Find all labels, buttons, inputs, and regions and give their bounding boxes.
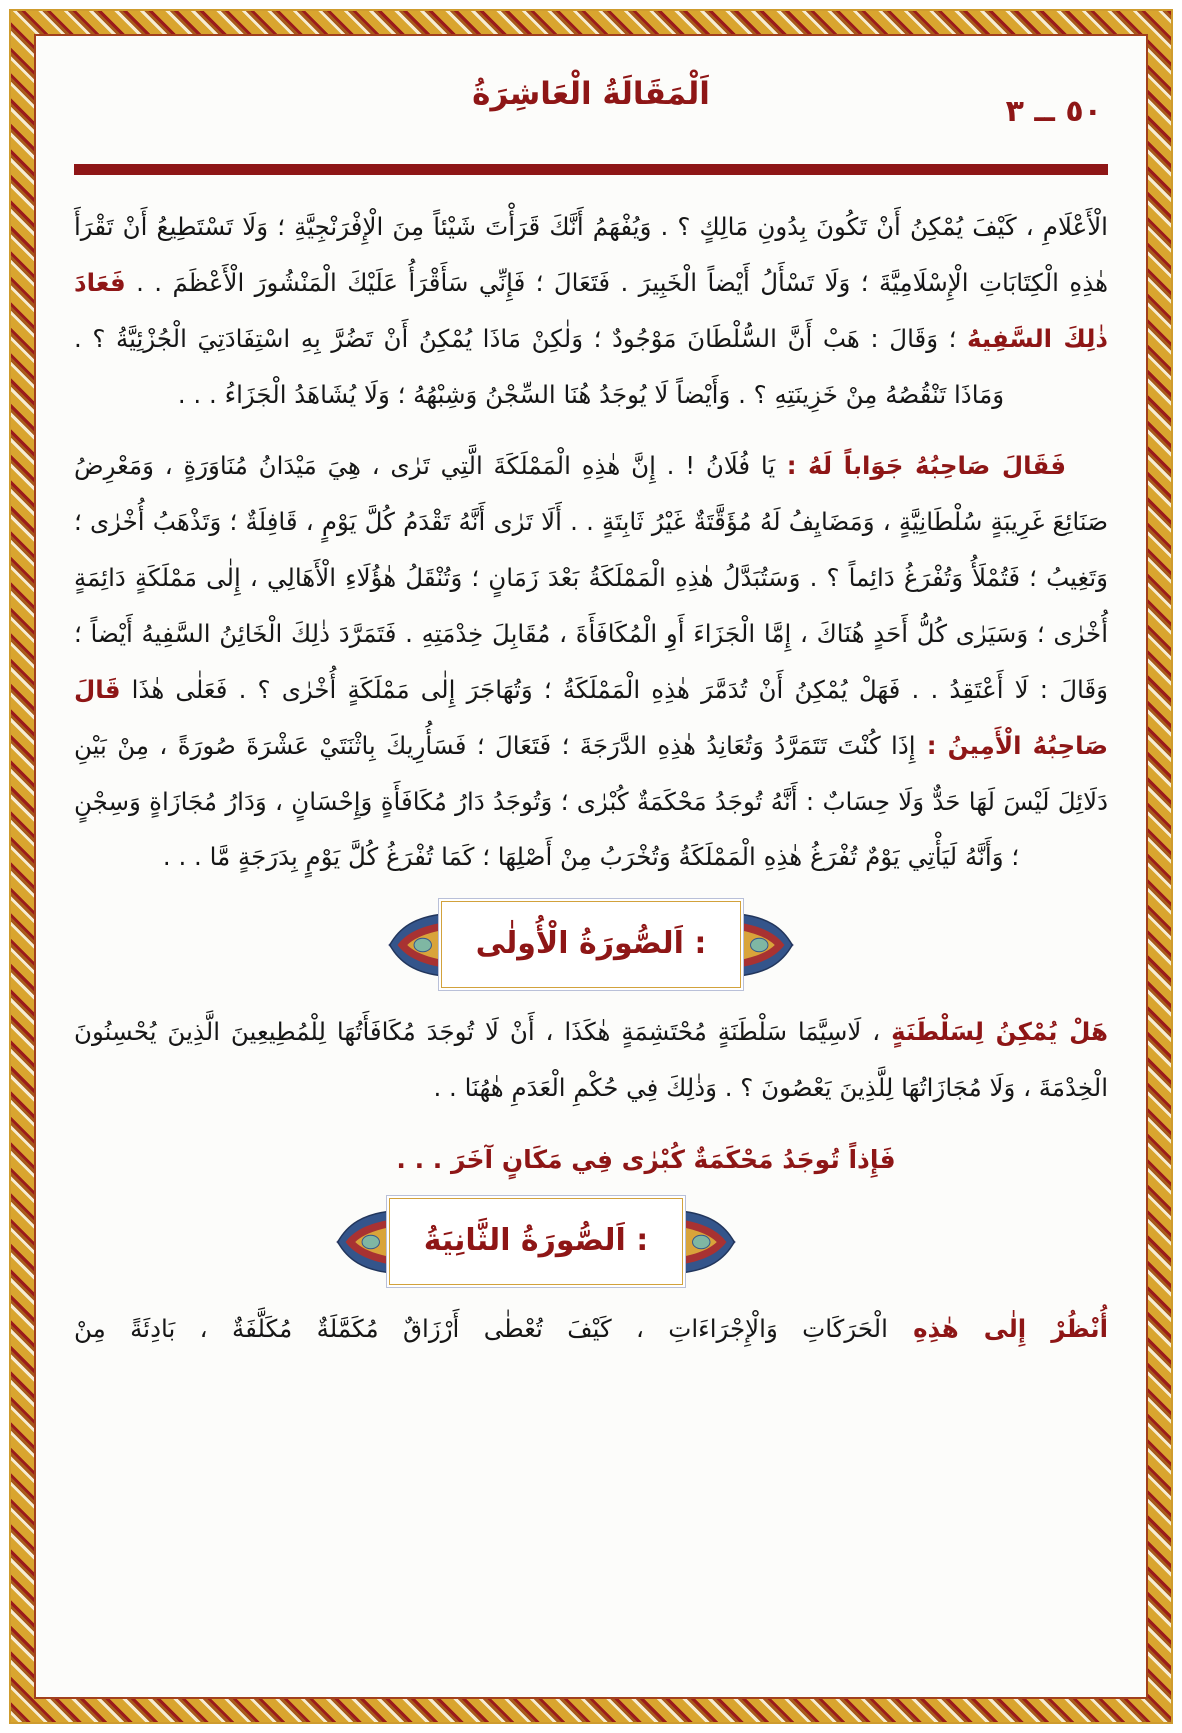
section-header-label: اَلصُّورَةُ الْأُولٰى :	[475, 926, 707, 962]
emphasis-red-text: أُنْظُرْ إِلٰى هٰذِهِ	[887, 1313, 1109, 1343]
body-text-run: ؛ وَقَالَ : هَبْ أَنَّ السُّلْطَانَ مَوْجُودٌ ؛ وَلٰكِنْ مَاذَا يُمْكِنُ أَنْ تَضُرَّ بِهِ اسْتِفَادَتِيَ الْجُزْئِيَّةُ ؟ . وَمَاذَا تَنْقُصُهُ مِنْ خَزِينَتِهِ ؟ . وَأَيْضاً لَا يُوجَدُ هُنَا السِّجْنُ وَشِبْهُهُ ؛ وَلَا يُشَاهَدُ الْجَزَاءُ . . .	[74, 323, 1005, 409]
page-content-area	[34, 34, 1148, 1699]
section-header-box	[441, 901, 742, 987]
emphasis-red-text: فَعَادَ ذٰلِكَ السَّفِيهُ	[74, 267, 1108, 353]
section-header-box	[389, 1198, 684, 1284]
paragraph	[74, 199, 1108, 422]
page-number: ٥٠ ــ ٣	[1005, 94, 1102, 129]
arabesque-ornament-icon	[736, 911, 798, 979]
section-header-label: اَلصُّورَةُ الثَّانِيَةُ :	[423, 1223, 649, 1259]
body-text-run: يَا فُلَانُ ! . إِنَّ هٰذِهِ الْمَمْلَكَةَ الَّتِي تَرٰى ، هِيَ مَيْدَانُ مُنَاوَرَةٍ ، وَمَعْرِضُ صَنَائِعَ غَرِيبَةٍ سُلْطَانِيَّةٍ ، وَمَضَايِفُ لَهُ مُؤَقَّتَةٌ غَيْرُ ثَابِتَةٍ . . أَلَا تَرٰى أَنَّهُ تَقْدَمُ كُلَّ يَوْمٍ ، قَافِلَةٌ ؛ وَتَذْهَبُ أُخْرٰى ؛ وَتَغِيبُ ؛ فَتُمْلَأُ وَتُفْرَغُ دَائِماً ؟ . وَسَتُبَدَّلُ هٰذِهِ الْمَمْلَكَةُ بَعْدَ زَمَانٍ ؛ وَتُنْقَلُ هٰؤُلَاءِ الْأَهَالِي ، إِلٰى مَمْلَكَةٍ دَائِمَةٍ أُخْرٰى ؛ وَسَيَرٰى كُلُّ أَحَدٍ هُنَاكَ ، إِمَّا الْجَزَاءَ أَوِ الْمُكَافَأَةَ ، مُقَابِلَ خِدْمَتِهِ . فَتَمَرَّدَ ذٰلِكَ الْخَائِنُ السَّفِيهُ أَيْضاً ؛ وَقَالَ : لَا أَعْتَقِدُ . . فَهَلْ يُمْكِنُ أَنْ تُدَمَّرَ هٰذِهِ الْمَمْلَكَةُ ؛ وَتُهَاجَرَ إِلٰى مَمْلَكَةٍ أُخْرٰى ؟ . فَعَلٰى هٰذَا	[74, 451, 1108, 704]
paragraph	[74, 1301, 1108, 1357]
section-header-first-picture	[384, 901, 799, 987]
page-title: اَلْمَقَالَةُ الْعَاشِرَةُ	[472, 76, 710, 112]
body-text	[74, 199, 1108, 1357]
emphasis-red-text: هَلْ يُمْكِنُ لِسَلْطَنَةٍ	[891, 1016, 1108, 1046]
decorative-border-frame	[9, 9, 1173, 1724]
body-text-run: ، لَاسِيَّمَا سَلْطَنَةٍ مُحْتَشِمَةٍ هٰكَذَا ، أَنْ لَا تُوجَدَ مُكَافَأَتُهَا لِلْمُطِيعِينَ الَّذِينَ يُحْسِنُونَ الْخِدْمَةَ ، وَلَا مُجَازَاتُهَا لِلَّذِينَ يَعْصُونَ ؟ . وَذٰلِكَ فِي حُكْمِ الْعَدَمِ هٰهُنَا . .	[74, 1016, 1108, 1102]
body-text-run: إِذَا كُنْتَ تَتَمَرَّدُ وَتُعَانِدُ هٰذِهِ الدَّرَجَةَ ؛ فَتَعَالَ ؛ فَسَأُرِيكَ بِاثْنَتَيْ عَشْرَةَ صُورَةً ، مِنْ بَيْنِ دَلَائِلَ لَيْسَ لَهَا حَدٌّ وَلَا حِسَابٌ : أَنَّهُ تُوجَدُ مَحْكَمَةٌ كُبْرٰى ؛ وَتُوجَدُ دَارُ مُكَافَأَةٍ وَإِحْسَانٍ ، وَدَارُ مُجَازَاةٍ وَسِجْنٍ ؛ وَأَنَّهُ لَيَأْتِي يَوْمٌ تُفْرَغُ هٰذِهِ الْمَمْلَكَةُ وَتُخْرَبُ مِنْ أَصْلِهَا ؛ كَمَا تُفْرَغُ كُلَّ يَوْمٍ بِدَرَجَةٍ مَّا . . .	[74, 730, 1108, 872]
body-text-run: الْحَرَكَاتِ وَالْإِجْرَاءَاتِ ، كَيْفَ تُعْطٰى أَرْزَاقٌ مُكَمَّلَةٌ مُكَلَّفَةٌ ، بَادِئَةً مِنْ	[74, 1313, 888, 1343]
page-header	[74, 76, 1108, 150]
emphasis-red-text: قَالَ صَاحِبُهُ الْأَمِينُ :	[74, 674, 1108, 760]
header-divider	[74, 164, 1108, 175]
arabesque-ornament-icon	[384, 911, 446, 979]
emphasis-line: فَإِذاً تُوجَدُ مَحْكَمَةٌ كُبْرٰى فِي مَكَانٍ آخَرَ . . .	[396, 1145, 896, 1175]
arabesque-ornament-icon	[678, 1208, 740, 1276]
body-text-run: الْأَعْلَامِ ، كَيْفَ يُمْكِنُ أَنْ تَكُونَ بِدُونِ مَالِكٍ ؟ . وَيُفْهَمُ أَنَّكَ قَرَأْتَ شَيْئاً مِنَ الْإِفْرَنْجِيَّةِ ؛ وَلَا تَسْتَطِيعُ أَنْ تَقْرَأَ هٰذِهِ الْكِتَابَاتِ الْإِسْلَامِيَّةَ ؛ وَلَا تَسْأَلُ أَيْضاً الْخَبِيرَ . فَتَعَالَ ؛ فَإِنِّي سَأَقْرَأُ عَلَيْكَ الْمَنْشُورَ الْأَعْظَمَ . .	[74, 212, 1108, 297]
paragraph	[74, 1004, 1108, 1116]
emphasis-red-text: فَقَالَ صَاحِبُهُ جَوَاباً لَهُ :	[775, 451, 1067, 481]
section-header-second-picture	[332, 1198, 741, 1284]
paragraph	[74, 438, 1108, 885]
arabesque-ornament-icon	[332, 1208, 394, 1276]
